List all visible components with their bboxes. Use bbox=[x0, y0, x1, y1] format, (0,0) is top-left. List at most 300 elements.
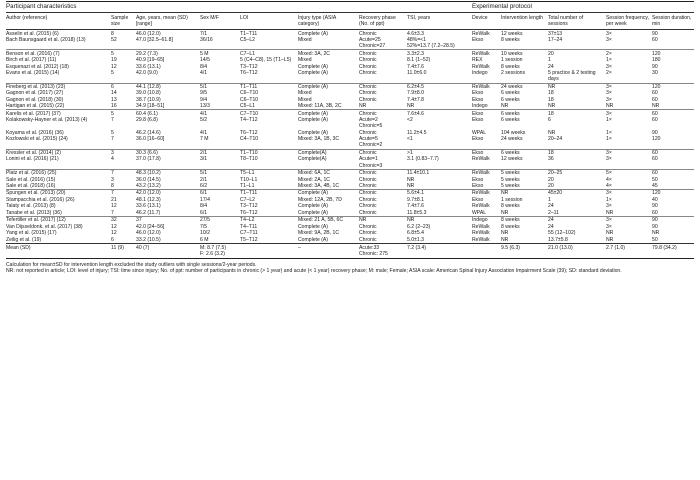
cell-author: Karelis et al. (2017) (37) bbox=[6, 110, 111, 117]
cell-sex: 5/1 bbox=[200, 83, 240, 90]
cell-freq: 2.7 (1.0) bbox=[606, 243, 652, 258]
cell-author: Hartigan et al. (2015) (22) bbox=[6, 103, 65, 110]
cell-asia: Mixed: 3A, 2C bbox=[298, 50, 359, 57]
cell-sample: 32 bbox=[111, 217, 136, 224]
cell-sex: 17/4 bbox=[200, 196, 210, 203]
cell-asia: Mixed bbox=[298, 37, 312, 44]
cell-dur: 90 bbox=[652, 203, 658, 210]
cell-tsi: NR bbox=[407, 182, 415, 189]
cell-sample: 6 bbox=[111, 236, 114, 243]
cell-freq: 4× bbox=[606, 176, 612, 183]
cell-phase: Acute=5 Chronic=2 bbox=[359, 136, 383, 149]
cell-device: ReWalk bbox=[472, 223, 490, 230]
cell-tsi: 11.0±6.0 bbox=[407, 70, 427, 77]
cell-total: 5 practice & 2 testing days bbox=[548, 70, 596, 83]
cell-dur: 90 bbox=[652, 63, 658, 70]
cell-age: 42.0 (9.0) bbox=[136, 70, 158, 77]
cell-loi: C7–T11 bbox=[240, 230, 258, 237]
cell-sex: 9/4 bbox=[200, 96, 208, 103]
cell-length: 8 weeks bbox=[501, 203, 520, 210]
cell-asia: Mixed: 9A, 2B, 1C bbox=[298, 230, 340, 237]
cell-author: Talaty et al. (2013) (8) bbox=[6, 203, 56, 210]
cell-phase: Chronic bbox=[359, 96, 377, 103]
cell-tsi: 8.1 (1–52) bbox=[407, 57, 431, 64]
table-container bbox=[6, 1, 694, 259]
cell-tsi: 9.7±8.1 bbox=[407, 196, 424, 203]
cell-sex: 4/1 bbox=[200, 110, 240, 117]
table-row bbox=[6, 217, 694, 224]
table-row bbox=[6, 117, 694, 130]
cell-total: NR bbox=[548, 83, 606, 90]
cell-total: 37±13 bbox=[548, 30, 563, 37]
cell-total: 24 bbox=[548, 217, 606, 224]
cell-tsi: 5.6±4.1 bbox=[407, 190, 472, 197]
cell-device: ReWalk bbox=[472, 190, 501, 197]
cell-sex: 6 M bbox=[200, 236, 209, 243]
cell-author: Sale et al. (2016) (15) bbox=[6, 176, 56, 183]
cell-device: ReWalk bbox=[472, 30, 490, 37]
cell-age: 42.0 [24–56] bbox=[136, 223, 165, 230]
cell-freq: 3× bbox=[606, 110, 652, 117]
cell-age: 38.7 (10.9) bbox=[136, 96, 161, 103]
cell-loi: T1–T11 bbox=[240, 30, 258, 37]
cell-tsi: 4.6±3.3 bbox=[407, 30, 424, 37]
cell-loi: C6–T10 bbox=[240, 96, 259, 103]
cell-freq: 3× bbox=[606, 223, 612, 230]
cell-asia: Complete(A) bbox=[298, 156, 327, 163]
cell-author: Kolakowsky-Hayner et al. (2013) (4) bbox=[6, 117, 88, 124]
cell-total: 20–25 bbox=[548, 169, 606, 176]
cell-tsi: 3.3±2.3 bbox=[407, 50, 472, 57]
cell-sex: 6/1 bbox=[200, 209, 208, 216]
cell-sample: 21 bbox=[111, 196, 117, 203]
cell-length: 24 weeks bbox=[501, 136, 523, 143]
cell-author: Stampacchia et al. (2016) (26) bbox=[6, 196, 75, 203]
cell-age: 47.0 [32.5–61.8] bbox=[136, 37, 173, 44]
cell-loi: T5–L1 bbox=[240, 169, 298, 176]
cell-total: NR bbox=[548, 129, 556, 136]
cell-device: Ekso bbox=[472, 37, 484, 44]
cell-total: 24 bbox=[548, 223, 554, 230]
cell-phase: NR bbox=[359, 217, 407, 224]
cell-sex: 14/5 bbox=[200, 57, 210, 64]
cell-freq: 3× bbox=[606, 37, 612, 44]
cell-sample: 5 bbox=[111, 50, 136, 57]
col-header-age: Age, years, mean (SD) [range] bbox=[136, 13, 200, 30]
cell-freq: NR bbox=[606, 230, 614, 237]
cell-age: 48.3 (10.2) bbox=[136, 169, 200, 176]
cell-total: 20 bbox=[548, 182, 554, 189]
table-row bbox=[6, 236, 694, 243]
table-row bbox=[6, 149, 694, 156]
cell-phase: Acute=25 Chronic=27 bbox=[359, 37, 386, 50]
cell-sample: 5 bbox=[111, 70, 114, 77]
cell-dur: 180 bbox=[652, 57, 661, 64]
cell-age: 37.0 (17.8) bbox=[136, 156, 161, 163]
cell-dur: 60 bbox=[652, 117, 658, 124]
table-row bbox=[6, 83, 694, 90]
cell-age: 44.1 (12.8) bbox=[136, 83, 200, 90]
cell-loi: T10–L1 bbox=[240, 176, 258, 183]
cell-freq: 3× bbox=[606, 190, 652, 197]
cell-author: Spungen et al. (2013) (20) bbox=[6, 190, 111, 197]
cell-dur: 40 bbox=[652, 196, 658, 203]
cell-sex: 8/4 bbox=[200, 203, 208, 210]
cell-length: 5 weeks bbox=[501, 169, 548, 176]
cell-author: Zeilig et al. (19) bbox=[6, 236, 42, 243]
table-footnotes bbox=[6, 262, 694, 274]
cell-phase: Chronic bbox=[359, 176, 377, 183]
col-header-freq: Session frequency, per week bbox=[606, 13, 652, 30]
col-header-author: Author (reference) bbox=[6, 13, 111, 30]
cell-tsi: 11.2±4.5 bbox=[407, 129, 427, 136]
cell-age: 46.0 (12.0) bbox=[136, 230, 161, 237]
cell-author: Asselin et al. (2015) (6) bbox=[6, 30, 59, 37]
cell-tsi: 6.2 (2–23) bbox=[407, 223, 431, 230]
cell-age: 40 (7) bbox=[136, 243, 200, 258]
cell-asia: Mixed: 3A, 4B, 1C bbox=[298, 182, 340, 189]
table-row bbox=[6, 156, 694, 169]
cell-author: Lonini et al. (2016) (21) bbox=[6, 156, 59, 163]
cell-asia: Complete (A) bbox=[298, 190, 359, 197]
cell-phase: Chronic bbox=[359, 30, 377, 37]
cell-asia: Mixed bbox=[298, 96, 312, 103]
cell-length: 1 session bbox=[501, 57, 523, 64]
cell-dur: 120 bbox=[652, 190, 694, 197]
cell-total: 1 bbox=[548, 57, 551, 64]
cell-asia: Complete (A) bbox=[298, 70, 329, 77]
table-row bbox=[6, 103, 694, 110]
cell-freq: NR bbox=[606, 103, 614, 110]
cell-asia: Complete (A) bbox=[298, 129, 329, 136]
cell-loi: T1–T11 bbox=[240, 83, 298, 90]
cell-phase: Chronic bbox=[359, 83, 407, 90]
cell-sex: 7/5 bbox=[200, 223, 208, 230]
cell-dur: 60 bbox=[652, 156, 658, 163]
cell-loi: T8–T10 bbox=[240, 156, 258, 163]
cell-sample: 12 bbox=[111, 223, 117, 230]
cell-dur: 45 bbox=[652, 182, 658, 189]
cell-freq: 2× bbox=[606, 50, 652, 57]
cell-loi: T3–T12 bbox=[240, 63, 258, 70]
cell-loi: T6–T12 bbox=[240, 209, 258, 216]
cell-phase: Chronic bbox=[359, 182, 377, 189]
cell-freq: 3× bbox=[606, 83, 652, 90]
cell-length: NR bbox=[501, 230, 509, 237]
cell-length: 1 session bbox=[501, 196, 523, 203]
cell-loi: C6–T10 bbox=[240, 90, 259, 97]
cell-dur: 60 bbox=[652, 209, 658, 216]
cell-dur: 90 bbox=[652, 223, 658, 230]
cell-sex: 4/1 bbox=[200, 70, 208, 77]
cell-asia: Complete (A) bbox=[298, 236, 329, 243]
cell-freq: 3× bbox=[606, 203, 612, 210]
cell-loi: C4–T10 bbox=[240, 136, 259, 143]
cell-dur: 120 bbox=[652, 83, 694, 90]
cell-author: Bach Baunsgaard et al. (2018) (13) bbox=[6, 37, 86, 44]
cell-freq: 3× bbox=[606, 63, 612, 70]
cell-age: 36.0 (14.5) bbox=[136, 176, 161, 183]
cell-sample: 12 bbox=[111, 230, 117, 237]
cell-length: 6 weeks bbox=[501, 149, 548, 156]
cell-device: ReWalk bbox=[472, 156, 490, 163]
cell-sample: 7 bbox=[111, 117, 114, 124]
col-header-duration: Session duration, min bbox=[652, 13, 694, 30]
cell-total: 24 bbox=[548, 63, 554, 70]
cell-freq: 1× bbox=[606, 117, 612, 124]
cell-phase: Acute=2 Chronic=5 bbox=[359, 117, 383, 130]
cell-loi: C5–L2 bbox=[240, 37, 256, 44]
cell-asia: Complete (A) bbox=[298, 223, 329, 230]
cell-author: Gagnon et al. (2017) (27) bbox=[6, 90, 64, 97]
cell-freq: 1× bbox=[606, 196, 612, 203]
cell-tsi: >1 bbox=[407, 149, 472, 156]
cell-tsi: 7.6±4.6 bbox=[407, 110, 472, 117]
cell-total: 20 bbox=[548, 176, 554, 183]
cell-device: Ekso bbox=[472, 149, 501, 156]
cell-dur: 60 bbox=[652, 37, 658, 44]
cell-sex: 10/2 bbox=[200, 230, 210, 237]
cell-sample: 11 (9) bbox=[111, 243, 136, 258]
cell-loi: T4–L2 bbox=[240, 217, 298, 224]
cell-device: Ekso bbox=[472, 176, 484, 183]
cell-author: Tefertiller et al. (2017) (12) bbox=[6, 217, 111, 224]
group-header-protocol: Experimental protocol bbox=[472, 2, 694, 13]
cell-asia: Complete (A) bbox=[298, 63, 329, 70]
cell-device: Indego bbox=[472, 70, 488, 77]
cell-age: 33.6 (13.1) bbox=[136, 203, 161, 210]
cell-sample: 13 bbox=[111, 96, 117, 103]
cell-sex: 5 M bbox=[200, 50, 240, 57]
cell-loi: C5–L1 bbox=[240, 103, 256, 110]
cell-freq: 1× bbox=[606, 136, 612, 143]
cell-device: ReWalk bbox=[472, 169, 501, 176]
cell-phase: Chronic bbox=[359, 63, 377, 70]
cell-tsi: 48%=<1 52%=13.7 (7.2–28.5) bbox=[407, 37, 455, 50]
cell-age: 42.0 (12.0) bbox=[136, 190, 200, 197]
cell-age: 34.9 [18–51] bbox=[136, 103, 165, 110]
cell-length: NR bbox=[501, 103, 509, 110]
cell-sex: 2/1 bbox=[200, 176, 208, 183]
cell-tsi: 7.4±7.6 bbox=[407, 203, 424, 210]
cell-author: Birch et al. (2017) (11) bbox=[6, 57, 57, 64]
cell-length: 6 weeks bbox=[501, 90, 520, 97]
cell-length: 6 weeks bbox=[501, 96, 520, 103]
cell-sex: 36/16 bbox=[200, 37, 213, 44]
cell-phase: Chronic bbox=[359, 149, 407, 156]
cell-sample: 6 bbox=[111, 83, 136, 90]
cell-phase: Chronic bbox=[359, 50, 407, 57]
cell-device: ReWalk bbox=[472, 203, 490, 210]
cell-total: 24 bbox=[548, 203, 554, 210]
cell-sex: 6/2 bbox=[200, 182, 208, 189]
cell-freq: 3× bbox=[606, 217, 652, 224]
cell-device: Ekso bbox=[472, 90, 484, 97]
participant-protocol-table bbox=[6, 1, 694, 259]
cell-freq: 3× bbox=[606, 90, 612, 97]
cell-device: ReWalk bbox=[472, 50, 501, 57]
cell-age: 46.2 (14.6) bbox=[136, 129, 161, 136]
cell-age: 30.3 (6.6) bbox=[136, 149, 200, 156]
cell-device: Indego bbox=[472, 217, 501, 224]
cell-phase: Chronic bbox=[359, 230, 377, 237]
cell-author: Kozlowski et al. (2015) (24) bbox=[6, 136, 68, 143]
cell-sample: 3 bbox=[111, 149, 136, 156]
cell-dur: 50 bbox=[652, 236, 658, 243]
cell-asia: Complete (A) bbox=[298, 83, 359, 90]
cell-tsi: NR bbox=[407, 103, 415, 110]
cell-phase: Chronic bbox=[359, 203, 377, 210]
cell-phase: Chronic bbox=[359, 57, 377, 64]
cell-tsi: 11.4±10.1 bbox=[407, 169, 472, 176]
cell-age: 46.2 (11.7) bbox=[136, 209, 161, 216]
cell-asia: Mixed: 6A, 1C bbox=[298, 169, 359, 176]
col-header-sample: Sample size bbox=[111, 13, 136, 30]
col-header-sex: Sex M/F bbox=[200, 13, 240, 30]
cell-tsi: 3.1 (0.83–7.7) bbox=[407, 156, 439, 163]
cell-length: 104 weeks bbox=[501, 129, 526, 136]
cell-device: ReWalk bbox=[472, 83, 501, 90]
cell-total: 13.7±5.8 bbox=[548, 236, 568, 243]
cell-sample: 5 bbox=[111, 129, 114, 136]
cell-device bbox=[472, 243, 501, 258]
cell-phase: Chronic bbox=[359, 196, 377, 203]
cell-total: 18 bbox=[548, 90, 554, 97]
cell-length: 8 weeks bbox=[501, 223, 520, 230]
table-row bbox=[6, 169, 694, 176]
cell-age: 37 bbox=[136, 217, 200, 224]
cell-dur: 60 bbox=[652, 169, 694, 176]
cell-total: 21.0 (13.0) bbox=[548, 243, 606, 258]
cell-length: 2 sessions bbox=[501, 70, 526, 77]
cell-sample: 7 bbox=[111, 169, 136, 176]
cell-tsi: 7.4±7.6 bbox=[407, 63, 424, 70]
cell-total: 18 bbox=[548, 96, 554, 103]
cell-device: WPAL bbox=[472, 209, 487, 216]
table-row bbox=[6, 50, 694, 57]
cell-asia: Complete (A) bbox=[298, 30, 329, 37]
cell-total: 18 bbox=[548, 149, 606, 156]
footnote-2: NR: not reported in article; LOI: level of injury; TSI: time since injury; No. of ppt: number of participants in chronic (> 1 year) and acute (< 1 year) recovery phase; M: male; Female; ASIA scale: American Spinal Injury Association Impairment Scale (39); SD: standard deviation. bbox=[6, 268, 622, 275]
cell-phase: Chronic bbox=[359, 110, 407, 117]
table-row bbox=[6, 210, 694, 217]
cell-length: NR bbox=[501, 190, 548, 197]
cell-freq: 1× bbox=[606, 129, 612, 136]
cell-freq: 3× bbox=[606, 156, 612, 163]
cell-loi: T4–T11 bbox=[240, 223, 258, 230]
cell-age: 29.2 (7.3) bbox=[136, 50, 200, 57]
cell-asia: – bbox=[298, 243, 359, 258]
table-row bbox=[6, 110, 694, 117]
cell-sex: 5/1 bbox=[200, 169, 240, 176]
cell-sex: 13/3 bbox=[200, 103, 210, 110]
cell-phase: Chronic bbox=[359, 209, 377, 216]
cell-freq: 1× bbox=[606, 57, 612, 64]
cell-age: 36.0 [16–60] bbox=[136, 136, 165, 143]
cell-tsi: <2 bbox=[407, 117, 413, 124]
cell-dur: 120 bbox=[652, 136, 661, 143]
cell-device: Ekso bbox=[472, 196, 484, 203]
cell-sex: M: 8.7 (7.5) F: 2.6 (3.2) bbox=[200, 243, 240, 258]
table-body bbox=[6, 30, 694, 259]
mean-row bbox=[6, 243, 694, 258]
cell-author: Evans et al. (2015) (14) bbox=[6, 70, 60, 77]
cell-author: Gagnon et al. (2018) (30) bbox=[6, 96, 64, 103]
cell-loi: C7–T10 bbox=[240, 110, 298, 117]
cell-length: 8 weeks bbox=[501, 63, 520, 70]
cell-loi: C7–L1 bbox=[240, 50, 298, 57]
cell-device: Ekso bbox=[472, 96, 484, 103]
cell-loi: T3–T12 bbox=[240, 203, 258, 210]
cell-author: Tanabe et al. (2013) (36) bbox=[6, 209, 62, 216]
cell-freq: 4× bbox=[606, 182, 612, 189]
cell-sex: 2/1 bbox=[200, 149, 240, 156]
cell-asia: Mixed: 2A, 1C bbox=[298, 176, 330, 183]
cell-age: 43.2 (13.2) bbox=[136, 182, 161, 189]
cell-freq: NR bbox=[606, 236, 614, 243]
col-header-total: Total number of sessions bbox=[548, 13, 606, 30]
cell-dur: 60 bbox=[652, 149, 694, 156]
cell-asia: Complete (A) bbox=[298, 110, 359, 117]
cell-device: REX bbox=[472, 57, 483, 64]
cell-sample: 12 bbox=[111, 63, 117, 70]
cell-author: Mean (SD) bbox=[6, 243, 111, 258]
cell-dur: 120 bbox=[652, 50, 694, 57]
col-header-device: Device bbox=[472, 13, 501, 30]
cell-length: 12 weeks bbox=[501, 30, 523, 37]
cell-device: Ekso bbox=[472, 136, 484, 143]
cell-length: 9.5 (6.3) bbox=[501, 243, 548, 258]
cell-total: 55 (12–102) bbox=[548, 230, 576, 237]
cell-device: Ekso bbox=[472, 110, 501, 117]
cell-dur: 30 bbox=[652, 70, 658, 77]
cell-loi: T1–T10 bbox=[240, 149, 298, 156]
cell-loi: T4–T12 bbox=[240, 117, 258, 124]
cell-dur: 90 bbox=[652, 129, 658, 136]
cell-age: 48.1 (12.3) bbox=[136, 196, 161, 203]
cell-sex: 5/2 bbox=[200, 117, 208, 124]
cell-loi: 5 (C4–C8), 15 (T1–L5) bbox=[240, 57, 292, 64]
cell-asia: Mixed: 11A, 3B, 2C bbox=[298, 103, 342, 110]
cell-device: Ekso bbox=[472, 182, 484, 189]
cell-age: 46.0 (12.0) bbox=[136, 30, 161, 37]
cell-asia: Mixed bbox=[298, 90, 312, 97]
cell-total: 20 bbox=[548, 50, 606, 57]
cell-author: Van Dijsseldonk. et al. (2017) (38) bbox=[6, 223, 83, 230]
cell-dur: 50 bbox=[652, 176, 658, 183]
table-row bbox=[6, 190, 694, 197]
cell-tsi: 7.4±7.8 bbox=[407, 96, 424, 103]
cell-total: 20–24 bbox=[548, 136, 563, 143]
cell-age: 39.0 (10.8) bbox=[136, 90, 161, 97]
cell-author: Platz et al. (2016) (25) bbox=[6, 169, 111, 176]
cell-age: 33.6 (13.1) bbox=[136, 63, 161, 70]
cell-asia: Complete(A) bbox=[298, 149, 359, 156]
cell-tsi: 7.2 (3.4) bbox=[407, 243, 472, 258]
footnote-1: Calculation for mean±SD for intervention length excluded the study outliers with single sessions/2-year periods. bbox=[6, 262, 257, 268]
col-header-asia: Injury type (ASIA category) bbox=[298, 13, 359, 30]
cell-phase: Chronic bbox=[359, 190, 407, 197]
cell-sample: 7 bbox=[111, 190, 136, 197]
cell-sex: 7/1 bbox=[200, 30, 208, 37]
cell-dur: NR bbox=[652, 103, 660, 110]
cell-length: 8 weeks bbox=[501, 217, 548, 224]
cell-sex: 3/1 bbox=[200, 156, 208, 163]
cell-tsi: 11.8±5.3 bbox=[407, 209, 427, 216]
cell-sample: 4 bbox=[111, 156, 114, 163]
cell-sex: 8/4 bbox=[200, 63, 208, 70]
group-header-participant: Participant characteristics bbox=[6, 2, 472, 13]
